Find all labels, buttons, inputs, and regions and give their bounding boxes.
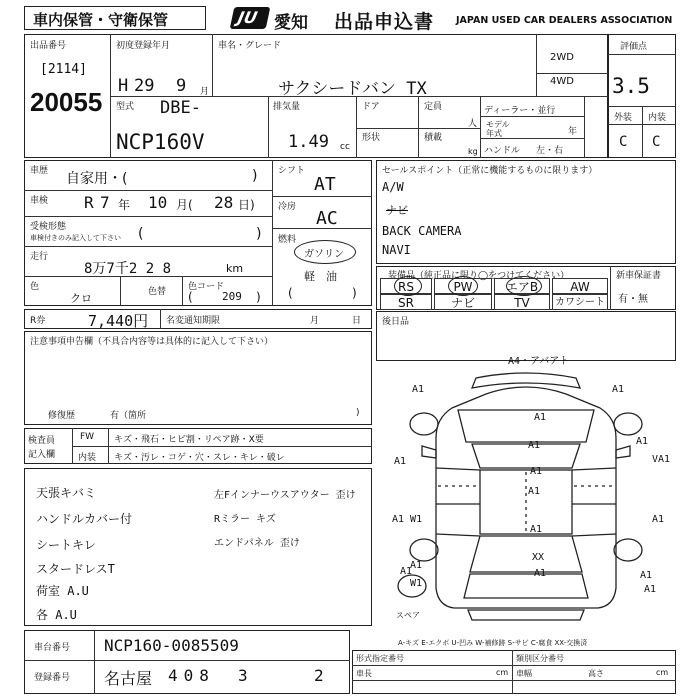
fuel-open: ( <box>288 286 293 300</box>
diag-mark-7: A1 W1 <box>392 514 423 525</box>
shift-label: シフト <box>278 166 306 176</box>
fuel-close: ) <box>352 286 357 300</box>
inspection-month-unit: 月( <box>176 198 193 212</box>
lot-code: [2114] <box>40 62 87 77</box>
name-change-label: 名変通知期限 <box>166 316 221 326</box>
sales-points-title: セールスポイント（正常に機能するものに限ります） <box>382 166 598 176</box>
equip-pw: PW <box>434 278 492 294</box>
shift-value: AT <box>314 174 336 195</box>
inspection-year-unit: 年 <box>118 198 131 212</box>
ac-value: AC <box>316 208 338 229</box>
rs-circle <box>394 276 422 296</box>
notes-title: 注意事項申告欄（不具合内容等は具体的に記入して下さい） <box>30 337 274 347</box>
exterior-label: 外装 <box>614 113 633 123</box>
lot-number: 20055 <box>30 87 103 117</box>
fw-label: FW <box>80 432 95 442</box>
type-label: 型式 <box>116 102 135 112</box>
remark-left-5: 各 A.U <box>36 608 77 622</box>
equip-airbag: エアB <box>494 278 550 294</box>
interior-insp-label: 内装 <box>78 453 97 463</box>
length-label: 車長 <box>356 669 372 678</box>
shape-label: 形状 <box>362 133 381 143</box>
mileage-label: 走行 <box>30 252 49 262</box>
mileage-unit: km <box>226 262 244 275</box>
spare-label: スペア <box>396 611 420 620</box>
model-year-label2: 年式 <box>486 129 502 138</box>
inspection-year: 7 <box>100 193 110 212</box>
roof-color-label: 色替 <box>148 287 167 297</box>
history-value: 自家用・( <box>66 171 128 187</box>
model-year-label: モデル <box>486 120 510 129</box>
kg-unit: kg <box>468 147 478 156</box>
english-org-name: JAPAN USED CAR DEALERS ASSOCIATION <box>456 15 673 26</box>
inspector-label2: 記入欄 <box>28 450 56 460</box>
door-label: ドア <box>362 102 380 112</box>
sales-point-aw: A/W <box>382 180 404 194</box>
car-diagram <box>376 358 676 638</box>
ac-label: 冷房 <box>278 202 297 212</box>
displacement-label: 排気量 <box>273 102 301 112</box>
diag-mark-8: A1 <box>528 486 541 497</box>
warranty-label: 新車保証書 <box>616 271 662 281</box>
interior-grade: C <box>652 134 661 150</box>
plate-class: 408 <box>168 666 215 685</box>
repair-value: 有（箇所 <box>110 411 147 421</box>
model-code: NCP160V <box>116 130 205 154</box>
chassis-label: 車台番号 <box>34 643 71 653</box>
year-unit: 年 <box>568 127 578 137</box>
remark-left-1: ハンドルカバー付 <box>36 512 133 526</box>
remark-left-2: シートキレ <box>36 538 96 552</box>
car-name-label: 車名・グレード <box>218 41 282 51</box>
sales-point-back-camera: BACK CAMERA <box>382 224 462 238</box>
remark-right-0: 左Fインナーウスアウター 歪け <box>214 490 356 501</box>
ju-logo: JU <box>230 7 271 29</box>
remark-right-1: Rミラー キズ <box>214 514 276 525</box>
remark-right-2: エンドパネル 歪け <box>214 538 300 549</box>
plate-kana: 3 <box>238 666 248 685</box>
fw-items: キズ・飛石・ヒビ割・リペア跡・X要 <box>114 435 264 445</box>
reception-close: ) <box>256 226 262 242</box>
equip-tv: TV <box>494 294 550 310</box>
repair-label: 修復歴 <box>48 411 76 421</box>
warranty-options: 有・無 <box>618 294 648 305</box>
recycle-value: 7,440円 <box>88 312 149 330</box>
equipment-title: 装備品（純正品に限り◯をつけてください） <box>388 271 570 281</box>
color-code-open: ( <box>188 290 193 304</box>
lot-label: 出品番号 <box>30 41 67 51</box>
grade-score: 3.5 <box>612 74 650 98</box>
equip-sr: SR <box>380 294 432 310</box>
fuel-gasoline: ガソリン <box>304 249 344 260</box>
grade-label: 評価点 <box>620 42 648 52</box>
type-designation-label: 形式指定番号 <box>356 654 404 663</box>
handle-options: 左・右 <box>536 146 564 156</box>
diag-mark-2: A1 <box>534 412 547 423</box>
diag-mark-16: A1 <box>644 584 657 595</box>
mileage-value: 8万7千2 2 8 <box>84 261 172 277</box>
fuel-diesel: 軽 油 <box>304 270 337 283</box>
airbag-circle <box>506 276 542 296</box>
storage-box <box>24 6 206 30</box>
equip-navi: ナビ <box>434 294 492 310</box>
load-label: 積載 <box>424 133 443 143</box>
first-reg-label: 初度登録年月 <box>116 41 171 51</box>
length-unit: cm <box>496 668 509 677</box>
reg-year: 29 <box>134 76 155 96</box>
diag-mark-12: A1 <box>400 566 413 577</box>
diag-mark-10: A1 <box>530 524 543 535</box>
displacement-value: 1.49 <box>288 132 329 152</box>
diag-mark-4: A1 <box>394 456 407 467</box>
equip-rs: RS <box>380 278 432 294</box>
history-label: 車歴 <box>30 166 49 176</box>
diag-mark-15: W1 <box>410 578 423 589</box>
sales-point-navi-crossed: ナビ <box>386 204 408 217</box>
color-label: 色 <box>30 282 40 292</box>
color-code-close: ) <box>256 290 261 304</box>
equip-aw: AW <box>552 278 608 294</box>
type-prefix: DBE- <box>160 98 201 118</box>
drive-2wd: 2WD <box>550 52 574 63</box>
inspection-month: 10 <box>148 193 168 212</box>
diagram-top-label: A4・アバアト <box>508 356 570 367</box>
diag-mark-5: A1 <box>530 466 543 477</box>
dealer-label: ディーラー・並行 <box>484 106 556 116</box>
inspection-day: 28 <box>214 193 234 212</box>
color-value: クロ <box>70 292 92 305</box>
sales-point-navi: NAVI <box>382 243 411 257</box>
pw-circle <box>448 276 478 296</box>
car-name: サクシードバン TX <box>278 79 427 99</box>
inspection-label: 車検 <box>30 196 49 206</box>
reception-note: 車検付きのみ記入して下さい <box>30 234 121 242</box>
equip-leather-seat: カワシート <box>552 294 608 310</box>
reg-era: H <box>118 76 129 96</box>
name-change-month: 月 <box>310 316 320 326</box>
remark-left-4: 荷室 A.U <box>36 584 89 598</box>
remark-left-3: スタードレスT <box>36 562 115 576</box>
back-order-label: 後日品 <box>382 317 410 327</box>
diag-mark-0: A1 <box>412 384 425 395</box>
plate-label: 登録番号 <box>34 673 71 683</box>
fuel-label: 燃料 <box>278 235 297 245</box>
storage-text: 車内保管・守衛保管 <box>33 11 169 29</box>
capacity-label: 定員 <box>424 102 443 112</box>
reg-month-unit: 月 <box>200 87 210 97</box>
handle-label: ハンドル <box>484 146 521 156</box>
reception-open: ( <box>138 226 144 242</box>
height-label: 高さ <box>588 669 604 678</box>
name-change-day: 日 <box>352 316 362 326</box>
color-code-label: 色コード <box>188 282 225 292</box>
reg-month: 9 <box>176 76 187 96</box>
cc-unit: cc <box>340 142 350 152</box>
inspection-day-unit: 日) <box>238 198 255 212</box>
category-label: 類別区分番号 <box>516 654 564 663</box>
diag-mark-18: A1 <box>636 436 649 447</box>
form-title: 出品申込書 <box>334 11 435 33</box>
height-unit: cm <box>656 668 669 677</box>
inspector-label: 検査員 <box>28 436 56 446</box>
recycle-label: R券 <box>30 316 46 326</box>
diag-mark-17: A1 <box>410 560 423 571</box>
plate-serial: 2 <box>314 666 324 685</box>
diag-mark-11: XX <box>532 552 545 563</box>
exterior-grade: C <box>619 134 628 150</box>
interior-insp-items: キズ・汚レ・コゲ・穴・スレ・キレ・破レ <box>114 453 285 463</box>
inspection-era: R <box>84 193 94 212</box>
diag-mark-13: A1 <box>534 568 547 579</box>
plate-region: 名古屋 <box>104 669 153 688</box>
width-label: 車幅 <box>516 669 532 678</box>
drive-4wd: 4WD <box>550 76 574 87</box>
color-code: 209 <box>222 290 242 303</box>
diag-mark-14: A1 <box>640 570 653 581</box>
diag-mark-6: VA1 <box>652 454 671 465</box>
diag-mark-3: A1 <box>528 440 541 451</box>
org-name: 愛知 <box>274 13 308 33</box>
diag-mark-9: A1 <box>652 514 665 525</box>
repair-close: ) <box>356 408 360 418</box>
diag-mark-1: A1 <box>612 384 625 395</box>
history-close: ) <box>252 168 258 184</box>
damage-legend: A-キズ E-エクボ U-凹み W-補修跡 S-サビ C-腐食 XX-交換済 <box>398 639 588 647</box>
person-unit: 人 <box>468 119 478 129</box>
interior-label: 内装 <box>648 113 667 123</box>
reception-label: 受検形態 <box>30 222 67 232</box>
chassis-value: NCP160-0085509 <box>104 636 239 655</box>
remark-left-0: 天張キバミ <box>36 486 97 500</box>
